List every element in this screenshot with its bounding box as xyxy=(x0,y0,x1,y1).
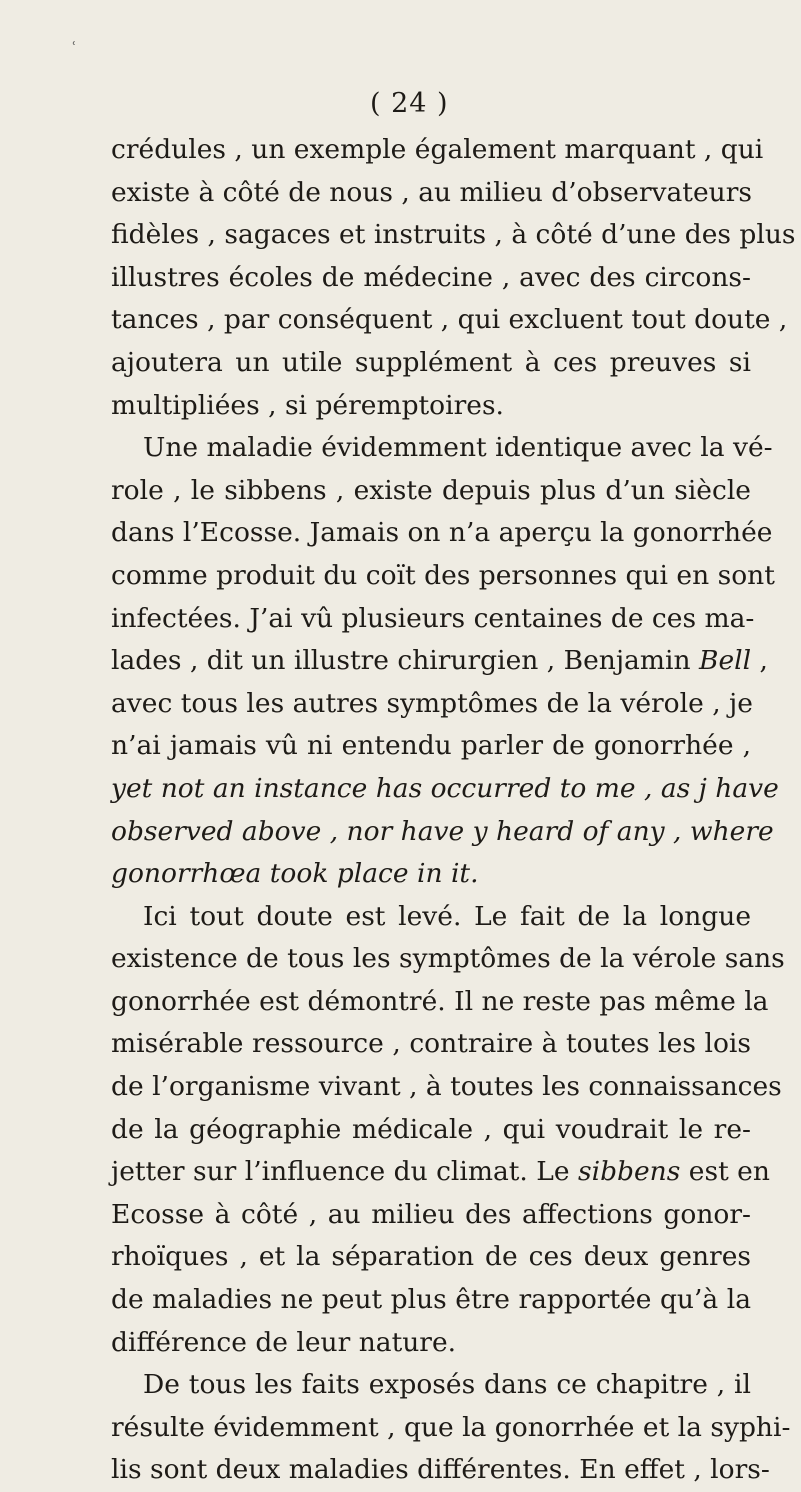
text-segment: role , le sibbens , existe depuis plus d’un siècle xyxy=(111,474,751,506)
text-line xyxy=(111,1151,770,1194)
text-segment: illustres écoles de médecine , avec des circons- xyxy=(111,261,751,293)
text-line xyxy=(111,725,751,768)
text-line xyxy=(111,1236,751,1279)
text-line xyxy=(111,683,751,726)
text-line xyxy=(111,768,779,811)
text-line xyxy=(111,938,785,981)
text-line xyxy=(111,598,755,641)
text-segment: crédules , un exemple également marquant , qui xyxy=(111,134,764,165)
text-segment: lis sont deux maladies différentes. En effet , lors- xyxy=(111,1454,770,1486)
text-segment: de l’organisme vivant , à toutes les connaissances xyxy=(111,1071,782,1103)
text-segment: infectées. J’ai vû plusieurs centaines de ces ma- xyxy=(111,602,755,634)
text-line xyxy=(111,896,751,939)
italic-text: sibbens xyxy=(578,1156,681,1188)
text-segment: existence de tous les symptômes de la vérole sans xyxy=(111,943,785,975)
italic-text: gonorrhœa took place in it. xyxy=(111,858,479,890)
corner-mark: ʿ xyxy=(72,40,77,56)
text-segment: Ecosse à côté , au milieu des affections gonor- xyxy=(111,1198,751,1230)
text-line xyxy=(111,512,773,555)
text-segment: de la géographie médicale , qui voudrait le re- xyxy=(111,1113,751,1145)
text-segment: Une maladie évidemment identique avec la vé- xyxy=(143,432,773,464)
text-segment: lades , dit un illustre chirurgien , Benjamin xyxy=(111,645,699,677)
text-line xyxy=(111,640,768,683)
text-line xyxy=(111,1194,751,1237)
text-segment: dans l’Ecosse. Jamais on n’a aperçu la gonorrhée xyxy=(111,517,773,549)
text-segment: comme produit du coït des personnes qui en sont xyxy=(111,559,775,591)
text-segment: , xyxy=(751,645,768,677)
text-segment: De tous les faits exposés dans ce chapitre , il xyxy=(143,1369,751,1401)
text-line xyxy=(111,385,751,428)
text-line xyxy=(111,257,751,300)
text-line xyxy=(111,1023,751,1066)
text-segment: de maladies ne peut plus être rapportée qu’à la xyxy=(111,1284,751,1316)
italic-text: observed above , nor have y heard of any , where xyxy=(111,815,774,847)
text-segment: est en xyxy=(680,1156,770,1188)
text-line xyxy=(111,555,775,598)
italic-text: Bell xyxy=(698,645,752,677)
body-text xyxy=(111,129,796,1492)
text-segment: fidèles , sagaces et instruits , à côté d’une des plus xyxy=(111,219,796,251)
text-line xyxy=(111,1364,751,1407)
text-segment: jetter sur l’influence du climat. Le xyxy=(111,1156,578,1188)
text-line xyxy=(111,1066,782,1109)
text-line xyxy=(111,1279,751,1322)
text-segment: multipliées , si péremptoires. xyxy=(111,389,504,421)
text-segment: misérable ressource , contraire à toutes les lois xyxy=(111,1028,751,1060)
text-segment: gonorrhée est démontré. Il ne reste pas même la xyxy=(111,985,769,1017)
text-line xyxy=(111,1322,751,1365)
page-number: ( 24 ) xyxy=(370,88,449,119)
text-line xyxy=(111,342,751,385)
text-line xyxy=(111,129,764,172)
text-segment: différence de leur nature. xyxy=(111,1326,457,1358)
italic-text: yet not an instance has occurred to me , as j have xyxy=(111,772,779,804)
text-line xyxy=(111,470,751,513)
text-line xyxy=(111,1109,751,1152)
text-segment: résulte évidemment , que la gonorrhée et la syphi- xyxy=(111,1411,791,1443)
text-segment: Ici tout doute est levé. Le fait de la longue xyxy=(143,900,751,932)
text-line xyxy=(111,427,773,470)
text-segment: n’ai jamais vû ni entendu parler de gonorrhée , xyxy=(111,730,751,762)
text-line xyxy=(111,299,788,342)
text-line xyxy=(111,853,751,896)
text-segment: existe à côté de nous , au milieu d’observateurs xyxy=(111,176,752,208)
text-segment: ajoutera un utile supplément à ces preuves si xyxy=(111,346,751,378)
text-line xyxy=(111,172,751,215)
text-line xyxy=(111,1449,770,1492)
text-line xyxy=(111,811,774,854)
text-segment: rhoïques , et la séparation de ces deux genres xyxy=(111,1241,751,1273)
text-line xyxy=(111,214,796,257)
text-line xyxy=(111,981,769,1024)
text-segment: avec tous les autres symptômes de la vérole , je xyxy=(111,687,753,719)
text-line xyxy=(111,1407,791,1450)
text-segment: tances , par conséquent , qui excluent tout doute , xyxy=(111,304,788,336)
